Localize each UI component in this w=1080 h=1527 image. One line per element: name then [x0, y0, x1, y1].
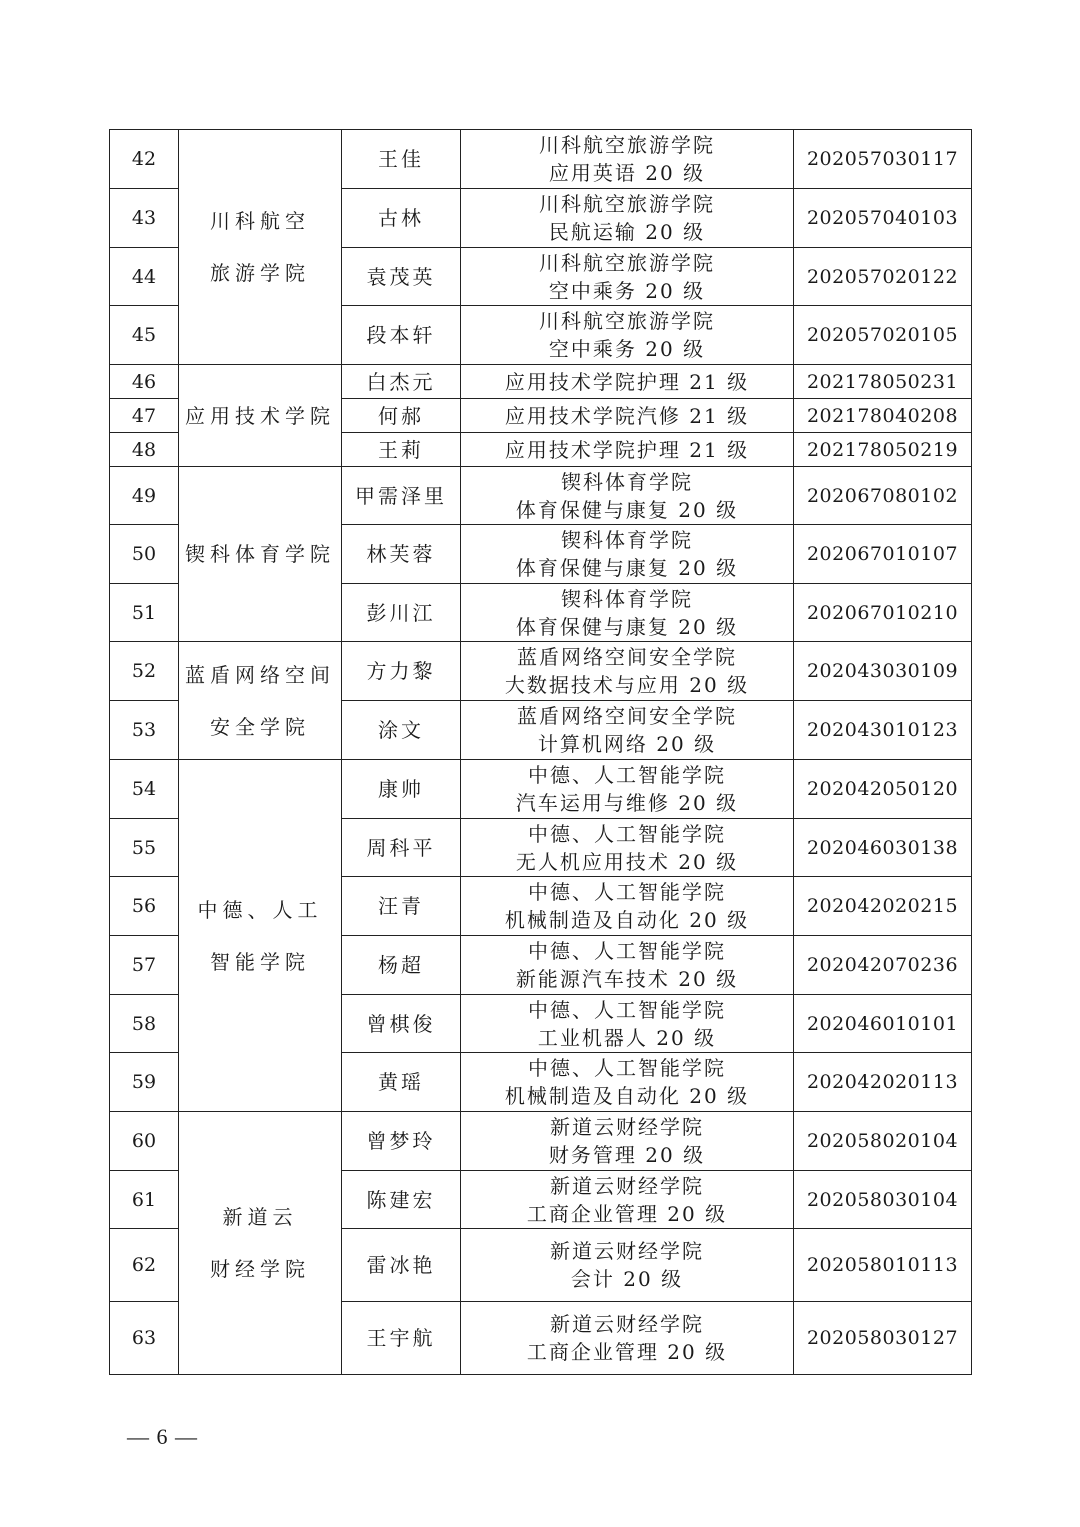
page-number: — 6 — — [127, 1424, 198, 1449]
major-cell — [461, 248, 794, 306]
major-line: 中德、人工智能学院 — [528, 939, 726, 963]
student-name: 林芙蓉 — [342, 525, 461, 584]
major-cell — [461, 936, 794, 995]
major-line: 无人机应用技术 20 级 — [515, 849, 739, 874]
major-line: 川科航空旅游学院 — [539, 192, 715, 216]
row-number: 61 — [110, 1171, 179, 1229]
college-cell — [179, 642, 342, 760]
major-line: 蓝盾网络空间安全学院 — [517, 704, 737, 728]
student-name: 何郝 — [342, 399, 461, 433]
major-line: 工商企业管理 20 级 — [526, 1201, 728, 1226]
college-name-line: 财经学院 — [210, 1257, 310, 1281]
row-number: 49 — [110, 467, 179, 525]
major-line: 川科航空旅游学院 — [539, 309, 715, 333]
major-line: 空中乘务 20 级 — [548, 337, 706, 361]
table-row — [110, 760, 972, 819]
major-line: 大数据技术与应用 20 级 — [504, 673, 750, 697]
major-cell — [461, 701, 794, 760]
major-line: 体育保健与康复 20 级 — [515, 556, 739, 580]
row-number: 46 — [110, 365, 179, 399]
major-line: 机械制造及自动化 20 级 — [504, 908, 750, 932]
major-cell — [461, 130, 794, 189]
student-name: 白杰元 — [342, 365, 461, 399]
row-number: 42 — [110, 130, 179, 189]
college-name-line: 锲科体育学院 — [185, 542, 335, 566]
student-id: 202042020113 — [794, 1053, 972, 1112]
row-number: 54 — [110, 760, 179, 819]
student-name: 古林 — [342, 189, 461, 248]
college-name-line: 智能学院 — [210, 949, 310, 974]
student-name: 甲需泽里 — [342, 467, 461, 525]
student-id: 202178040208 — [794, 399, 972, 433]
major-line: 锲科体育学院 — [561, 586, 693, 611]
student-name: 彭川江 — [342, 584, 461, 642]
row-number: 56 — [110, 877, 179, 936]
major-line: 财务管理 20 级 — [548, 1143, 706, 1167]
major-cell — [461, 760, 794, 819]
row-number: 51 — [110, 584, 179, 642]
student-id: 202058030104 — [794, 1171, 972, 1229]
major-cell — [461, 467, 794, 525]
major-line: 体育保健与康复 20 级 — [515, 614, 739, 639]
major-cell — [461, 1302, 794, 1375]
student-id: 202042070236 — [794, 936, 972, 995]
row-number: 45 — [110, 306, 179, 365]
student-name: 方力黎 — [342, 642, 461, 701]
major-line: 体育保健与康复 20 级 — [515, 497, 739, 522]
student-id: 202067080102 — [794, 467, 972, 525]
student-id: 202057020122 — [794, 248, 972, 306]
student-name: 杨超 — [342, 936, 461, 995]
major-cell — [461, 1053, 794, 1112]
major-line: 中德、人工智能学院 — [528, 880, 726, 904]
table-row — [110, 365, 972, 399]
student-id: 202057040103 — [794, 189, 972, 248]
major-line: 锲科体育学院 — [561, 469, 693, 494]
student-name: 涂文 — [342, 701, 461, 760]
major-line: 锲科体育学院 — [561, 528, 693, 552]
table-row — [110, 130, 972, 189]
major-line: 川科航空旅游学院 — [539, 133, 715, 157]
row-number: 47 — [110, 399, 179, 433]
student-name: 王宇航 — [342, 1302, 461, 1375]
college-cell — [179, 760, 342, 1112]
row-number: 60 — [110, 1112, 179, 1171]
major-line: 工业机器人 20 级 — [537, 1025, 717, 1050]
major-cell — [461, 399, 794, 433]
student-id: 202043030109 — [794, 642, 972, 701]
row-number: 55 — [110, 819, 179, 877]
major-line: 计算机网络 20 级 — [537, 732, 717, 756]
major-cell — [461, 306, 794, 365]
table-row — [110, 1112, 972, 1171]
row-number: 44 — [110, 248, 179, 306]
student-name: 王莉 — [342, 433, 461, 467]
major-line: 川科航空旅游学院 — [539, 250, 715, 275]
student-list-table — [109, 129, 972, 1375]
student-id: 202042020215 — [794, 877, 972, 936]
major-cell — [461, 525, 794, 584]
student-name: 康帅 — [342, 760, 461, 819]
row-number: 53 — [110, 701, 179, 760]
major-line: 应用技术学院护理 21 级 — [504, 437, 750, 462]
table-row — [110, 467, 972, 525]
college-name-line: 蓝盾网络空间 — [185, 662, 335, 687]
major-line: 汽车运用与维修 20 级 — [515, 791, 739, 815]
major-line: 新道云财经学院 — [550, 1115, 704, 1139]
major-cell — [461, 433, 794, 467]
major-line: 蓝盾网络空间安全学院 — [517, 645, 737, 669]
major-line: 中德、人工智能学院 — [528, 997, 726, 1022]
major-line: 工商企业管理 20 级 — [526, 1340, 728, 1364]
row-number: 62 — [110, 1229, 179, 1302]
student-id: 202058030127 — [794, 1302, 972, 1375]
college-name-line: 应用技术学院 — [185, 403, 335, 428]
student-name: 曾梦玲 — [342, 1112, 461, 1171]
student-name: 雷冰艳 — [342, 1229, 461, 1302]
row-number: 43 — [110, 189, 179, 248]
major-cell — [461, 642, 794, 701]
major-cell — [461, 1171, 794, 1229]
row-number: 48 — [110, 433, 179, 467]
major-cell — [461, 584, 794, 642]
row-number: 59 — [110, 1053, 179, 1112]
table-row — [110, 642, 972, 701]
major-cell — [461, 1229, 794, 1302]
college-name-line: 安全学院 — [210, 714, 310, 739]
major-line: 机械制造及自动化 20 级 — [504, 1084, 750, 1108]
student-id: 202058020104 — [794, 1112, 972, 1171]
major-line: 新道云财经学院 — [550, 1173, 704, 1198]
student-id: 202057020105 — [794, 306, 972, 365]
row-number: 63 — [110, 1302, 179, 1375]
student-name: 陈建宏 — [342, 1171, 461, 1229]
college-name-line: 旅游学院 — [210, 261, 310, 285]
major-line: 会计 20 级 — [570, 1267, 684, 1291]
college-name-line: 新道云 — [222, 1205, 298, 1229]
major-line: 新道云财经学院 — [550, 1239, 704, 1263]
college-name-line: 川科航空 — [210, 209, 310, 233]
student-name: 汪青 — [342, 877, 461, 936]
major-line: 空中乘务 20 级 — [548, 278, 706, 303]
major-line: 应用技术学院护理 21 级 — [504, 369, 750, 394]
row-number: 52 — [110, 642, 179, 701]
student-id: 202058010113 — [794, 1229, 972, 1302]
row-number: 58 — [110, 995, 179, 1053]
major-cell — [461, 365, 794, 399]
student-name: 袁茂英 — [342, 248, 461, 306]
major-line: 民航运输 20 级 — [548, 220, 706, 244]
major-line: 应用英语 20 级 — [548, 161, 706, 185]
major-cell — [461, 877, 794, 936]
student-id: 202067010210 — [794, 584, 972, 642]
college-cell — [179, 365, 342, 467]
major-cell — [461, 995, 794, 1053]
student-name: 曾棋俊 — [342, 995, 461, 1053]
major-line: 中德、人工智能学院 — [528, 1056, 726, 1080]
student-name: 黄瑶 — [342, 1053, 461, 1112]
student-id: 202046030138 — [794, 819, 972, 877]
major-line: 中德、人工智能学院 — [528, 821, 726, 846]
major-line: 新能源汽车技术 20 级 — [515, 967, 739, 991]
major-line: 中德、人工智能学院 — [528, 763, 726, 787]
student-id: 202043010123 — [794, 701, 972, 760]
student-id: 202067010107 — [794, 525, 972, 584]
row-number: 57 — [110, 936, 179, 995]
student-id: 202046010101 — [794, 995, 972, 1053]
major-cell — [461, 189, 794, 248]
student-id: 202178050231 — [794, 365, 972, 399]
major-cell — [461, 819, 794, 877]
major-line: 新道云财经学院 — [550, 1312, 704, 1336]
row-number: 50 — [110, 525, 179, 584]
college-cell — [179, 1112, 342, 1375]
student-id: 202057030117 — [794, 130, 972, 189]
student-name: 王佳 — [342, 130, 461, 189]
student-id: 202178050219 — [794, 433, 972, 467]
student-name: 段本轩 — [342, 306, 461, 365]
college-cell — [179, 467, 342, 642]
student-name: 周科平 — [342, 819, 461, 877]
college-name-line: 中德、人工 — [197, 897, 323, 922]
college-cell — [179, 130, 342, 365]
student-id: 202042050120 — [794, 760, 972, 819]
major-line: 应用技术学院汽修 21 级 — [504, 403, 750, 428]
major-cell — [461, 1112, 794, 1171]
